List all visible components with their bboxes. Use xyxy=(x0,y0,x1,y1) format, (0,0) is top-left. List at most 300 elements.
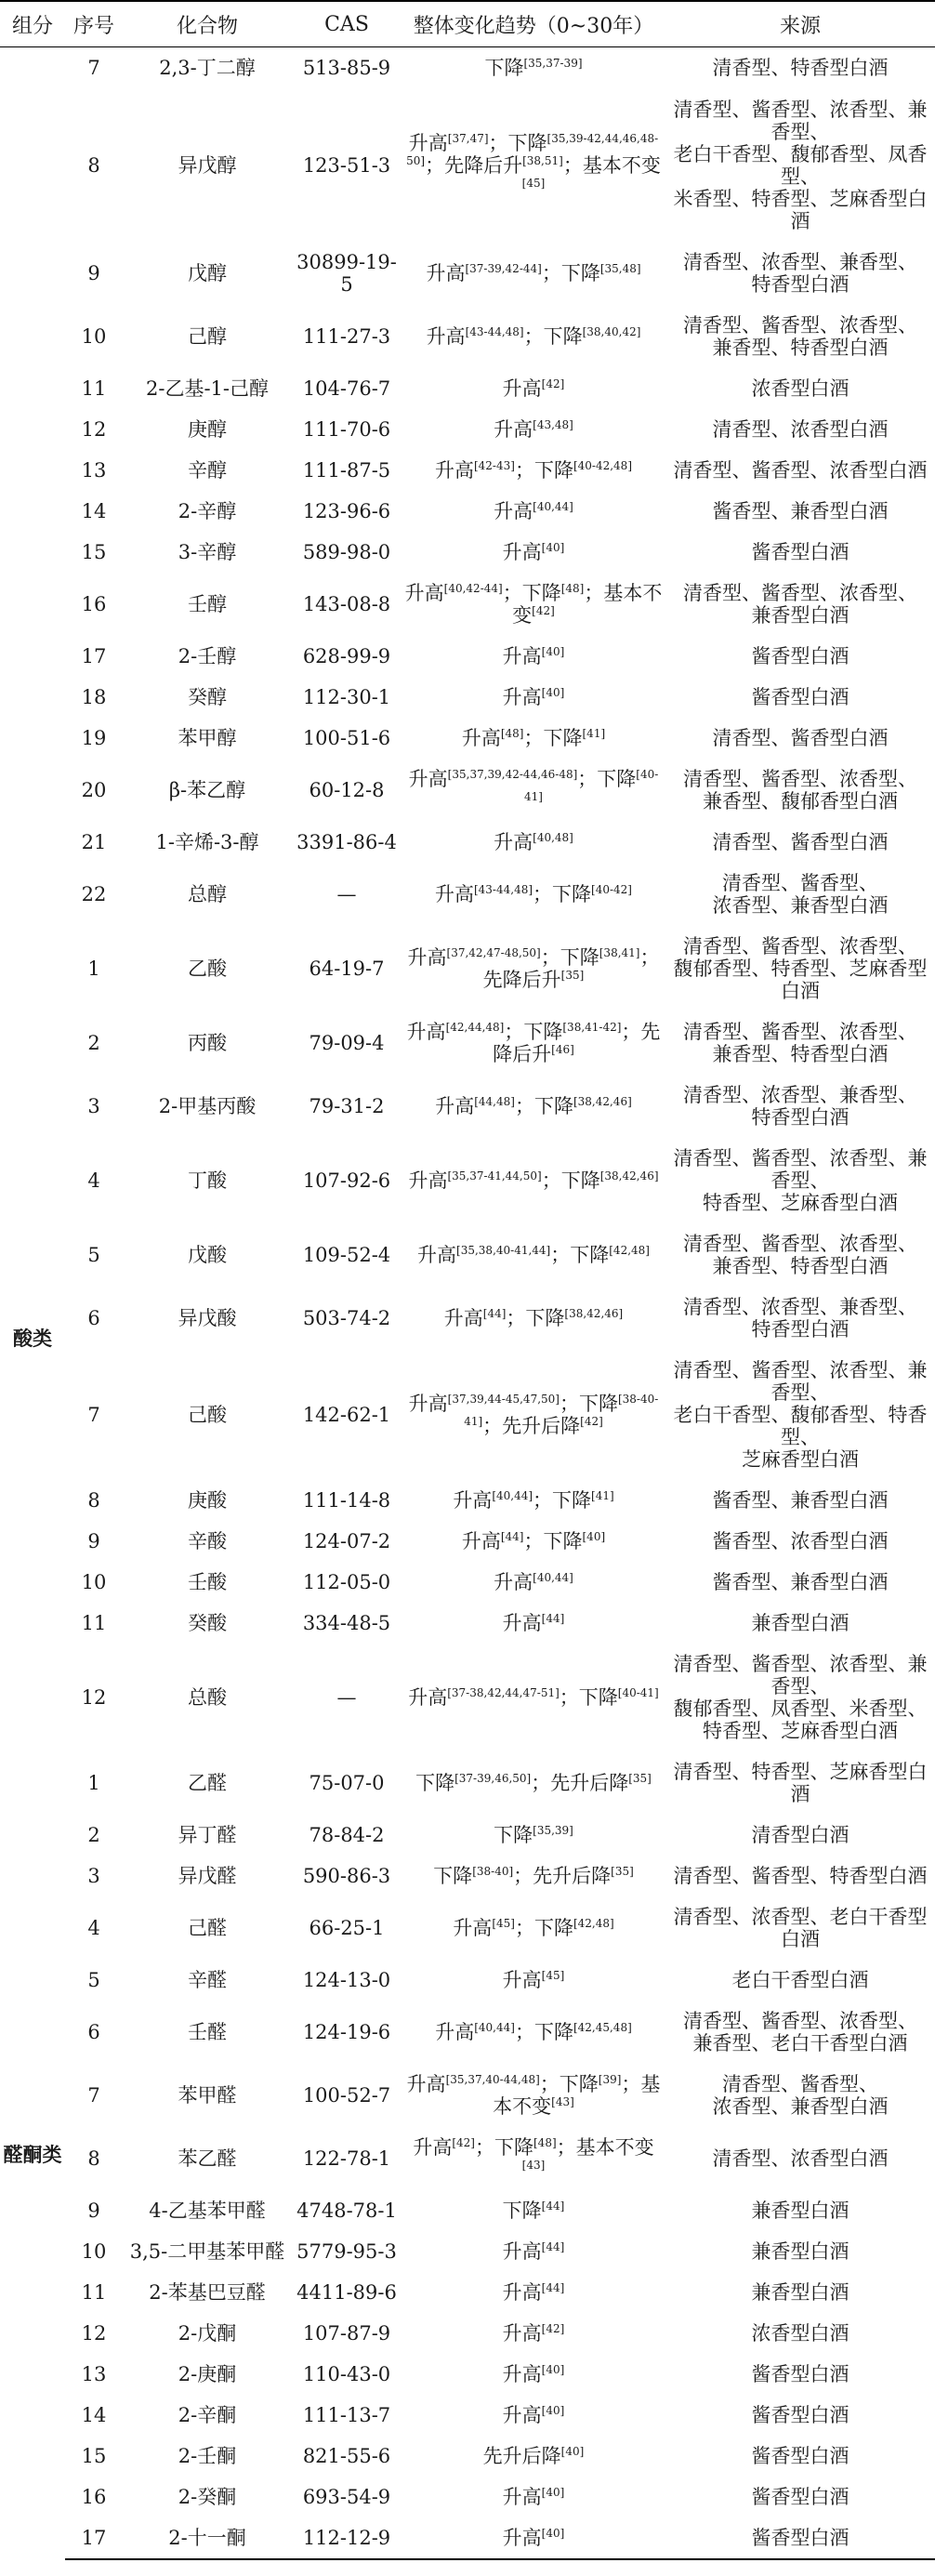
trend-word: 升高 xyxy=(408,1169,448,1192)
trend-separator: ； xyxy=(504,1020,524,1043)
source-cell xyxy=(665,450,935,491)
compound-name-text: 庚酸 xyxy=(188,1488,227,1512)
source-line: 清香型、酱香型白酒 xyxy=(712,726,889,749)
citation-ref: [35,37-41,44,50] xyxy=(447,1169,542,1182)
compound-name-text: 苯甲醇 xyxy=(178,726,237,749)
cas-number: 104-76-7 xyxy=(302,376,391,400)
table-row xyxy=(0,1815,935,1856)
table-row xyxy=(0,1075,935,1138)
trend-word: 基本不变 xyxy=(493,2072,661,2118)
trend-cell xyxy=(402,1521,665,1562)
trend-cell xyxy=(402,89,665,242)
trend-word: 下降 xyxy=(521,581,561,604)
trend-separator: ； xyxy=(533,882,553,905)
trend-separator: ； xyxy=(621,1020,641,1043)
citation-ref: [40,44] xyxy=(492,1488,533,1502)
compound-name xyxy=(123,1075,292,1138)
citation-ref: [40-42] xyxy=(591,882,632,896)
table-row xyxy=(0,759,935,822)
compound-name-text: 异丁醛 xyxy=(178,1823,237,1846)
trend-separator: ； xyxy=(513,1864,533,1887)
citation-ref: [43-44,48] xyxy=(465,324,524,338)
source-line: 酱香型白酒 xyxy=(751,2403,849,2426)
trend-word: 下降 xyxy=(533,1094,573,1117)
compound-name xyxy=(123,2001,292,2064)
cas-number: 60-12-8 xyxy=(309,778,385,801)
table-row xyxy=(0,2436,935,2477)
trend-word: 升高 xyxy=(461,1529,501,1552)
trend-word: 升高 xyxy=(434,882,474,905)
row-number: 2 xyxy=(87,1823,100,1846)
table-row xyxy=(0,2395,935,2436)
citation-ref: [42,44,48] xyxy=(445,1020,505,1034)
row-number: 3 xyxy=(87,1864,100,1887)
cas-number: 100-51-6 xyxy=(302,726,391,749)
source-line: 酱香型白酒 xyxy=(751,2444,849,2467)
source-line: 酱香型、兼香型白酒 xyxy=(712,1488,889,1512)
trend-cell xyxy=(402,491,665,532)
citation-ref: [48] xyxy=(560,581,585,595)
trend-word: 下降 xyxy=(578,1392,618,1415)
trend-separator: ； xyxy=(559,1685,579,1709)
cas-number: 64-19-7 xyxy=(309,957,385,980)
cas-number: 124-13-0 xyxy=(302,1968,391,1991)
trend-cell xyxy=(402,1856,665,1896)
trend-cell xyxy=(402,1075,665,1138)
cas-number: 111-27-3 xyxy=(302,324,391,348)
citation-ref: [40] xyxy=(541,2362,565,2376)
cas-number: 628-99-9 xyxy=(302,644,391,667)
table-row xyxy=(0,863,935,926)
table-row xyxy=(0,1896,935,1960)
source-line: 酱香型白酒 xyxy=(751,2362,849,2385)
trend-word: 下降 xyxy=(560,1169,600,1192)
row-number: 10 xyxy=(81,1570,107,1593)
compound-name xyxy=(123,89,292,242)
compound-name-text: 癸酸 xyxy=(188,1611,227,1634)
citation-ref: [38-40-41] xyxy=(464,1392,659,1428)
trend-cell xyxy=(402,2436,665,2477)
table-row xyxy=(0,368,935,409)
trend-word: 下降 xyxy=(552,1488,592,1512)
source-cell xyxy=(665,532,935,573)
compound-name-text: 壬酸 xyxy=(188,1570,227,1593)
source-line: 兼香型、老白干香型白酒 xyxy=(692,2031,908,2054)
cas-number: 5779-95-3 xyxy=(296,2239,397,2263)
row-number: 3 xyxy=(87,1094,100,1117)
header-compound: 化合物 xyxy=(123,1,292,47)
source-line: 酱香型白酒 xyxy=(751,644,849,667)
row-number: 15 xyxy=(81,2444,107,2467)
compound-name xyxy=(123,1480,292,1521)
compound-name xyxy=(123,2190,292,2231)
compound-name xyxy=(123,1562,292,1603)
source-cell xyxy=(665,926,935,1011)
trend-word: 基本不变 xyxy=(582,153,661,177)
source-cell xyxy=(665,47,935,89)
citation-ref: [40,44] xyxy=(533,1570,573,1584)
trend-word: 下降 xyxy=(494,1823,533,1846)
cas-number: 75-07-0 xyxy=(309,1771,385,1794)
table-row xyxy=(0,242,935,305)
row-number: 14 xyxy=(81,2403,107,2426)
trend-cell xyxy=(402,1350,665,1480)
compound-name xyxy=(123,47,292,89)
citation-ref: [40] xyxy=(582,1529,606,1543)
citation-ref: [39] xyxy=(598,2072,622,2086)
trend-separator: ； xyxy=(533,1488,553,1512)
compound-name xyxy=(123,491,292,532)
trend-cell xyxy=(402,409,665,450)
table-row xyxy=(0,1223,935,1287)
citation-ref: [40-42,48] xyxy=(573,458,632,472)
citation-ref: [41] xyxy=(591,1488,614,1502)
cas-number: 4411-89-6 xyxy=(296,2280,397,2304)
row-number: 19 xyxy=(81,726,107,749)
cas-number: — xyxy=(336,1685,357,1709)
source-cell xyxy=(665,1603,935,1644)
trend-separator: ； xyxy=(502,581,522,604)
trend-cell xyxy=(402,1815,665,1856)
source-cell xyxy=(665,863,935,926)
row-number: 22 xyxy=(81,882,107,905)
source-line: 清香型、特香型、芝麻香型白酒 xyxy=(673,1760,928,1805)
citation-ref: [40,44] xyxy=(533,499,573,513)
source-line: 浓香型、兼香型白酒 xyxy=(712,893,889,917)
source-line: 清香型、浓香型、老白干香型白酒 xyxy=(673,1905,928,1950)
source-cell xyxy=(665,1644,935,1751)
trend-word: 升高 xyxy=(502,2485,542,2508)
source-line: 酱香型、兼香型白酒 xyxy=(712,499,889,522)
compound-name-text: 2-十一酮 xyxy=(168,2526,246,2549)
source-line: 浓香型白酒 xyxy=(751,376,849,400)
trend-word: 下降 xyxy=(507,131,547,154)
compound-name-text: β-苯乙醇 xyxy=(168,778,246,801)
cas-number: 513-85-9 xyxy=(302,57,391,80)
source-line: 兼香型、特香型白酒 xyxy=(712,336,889,359)
row-number: 2 xyxy=(87,1031,100,1054)
citation-ref: [37-39,46,50] xyxy=(454,1771,532,1785)
source-cell xyxy=(665,636,935,677)
trend-cell xyxy=(402,718,665,759)
source-line: 清香型、酱香型、浓香型、兼香型、 xyxy=(673,1358,928,1404)
trend-separator: ； xyxy=(639,945,660,969)
trend-separator: ； xyxy=(425,153,445,177)
row-number: 10 xyxy=(81,2239,107,2263)
trend-cell xyxy=(402,1562,665,1603)
trend-word: 升高 xyxy=(406,1020,446,1043)
citation-ref: [44] xyxy=(541,2239,565,2253)
source-cell xyxy=(665,89,935,242)
citation-ref: [42-43] xyxy=(473,458,515,472)
trend-word: 下降 xyxy=(533,458,573,482)
trend-word: 升高 xyxy=(413,2135,453,2159)
compound-name xyxy=(123,1644,292,1751)
compound-name-text: 辛醇 xyxy=(188,458,227,482)
table-row xyxy=(0,1011,935,1075)
row-number: 16 xyxy=(81,592,107,615)
source-line: 清香型、浓香型、兼香型、 xyxy=(683,1295,917,1318)
citation-ref: [48] xyxy=(500,726,524,740)
compound-name xyxy=(123,2231,292,2272)
row-number: 8 xyxy=(87,2147,100,2170)
compound-name xyxy=(123,573,292,636)
cas-number: 111-14-8 xyxy=(302,1488,391,1512)
source-line: 清香型、酱香型、 xyxy=(722,871,878,894)
compound-name-text: 己醇 xyxy=(188,324,227,348)
compound-name xyxy=(123,2354,292,2395)
trend-cell xyxy=(402,1287,665,1350)
source-cell xyxy=(665,2436,935,2477)
source-line: 酱香型白酒 xyxy=(751,540,849,563)
citation-ref: [46] xyxy=(551,1042,574,1056)
compound-name xyxy=(123,2313,292,2354)
trend-word: 升高 xyxy=(502,1611,542,1634)
citation-ref: [40] xyxy=(541,2403,565,2417)
citation-ref: [38,42,46] xyxy=(599,1169,659,1182)
compound-name-text: 苯乙醛 xyxy=(178,2147,237,2170)
trend-word: 升高 xyxy=(453,1916,493,1939)
source-cell xyxy=(665,822,935,863)
row-number: 17 xyxy=(65,2517,123,2559)
trend-cell xyxy=(402,2231,665,2272)
compound-name-text: 2-癸酮 xyxy=(178,2485,237,2508)
trend-word: 升高 xyxy=(502,685,542,708)
trend-cell xyxy=(402,47,665,89)
cas-number: 143-08-8 xyxy=(302,592,391,615)
trend-cell xyxy=(402,2477,665,2517)
compound-name xyxy=(123,1011,292,1075)
trend-separator: ； xyxy=(621,2072,641,2095)
trend-cell xyxy=(402,863,665,926)
trend-word: 下降 xyxy=(415,1771,455,1794)
trend-separator: ； xyxy=(531,1771,551,1794)
source-line: 清香型、酱香型、浓香型、 xyxy=(683,1020,917,1043)
source-cell xyxy=(665,2354,935,2395)
trend-word: 升高 xyxy=(502,2362,542,2385)
trend-separator: ； xyxy=(584,581,604,604)
compound-name-text: 异戊醛 xyxy=(178,1864,237,1887)
compound-name-text: 2-辛酮 xyxy=(178,2403,237,2426)
citation-ref: [38,41] xyxy=(599,945,640,959)
trend-word: 升高 xyxy=(435,2020,475,2043)
trend-cell xyxy=(402,677,665,718)
compound-name-text: 己醛 xyxy=(188,1916,227,1939)
citation-ref: [40] xyxy=(541,2485,565,2499)
source-line: 浓香型白酒 xyxy=(751,2321,849,2345)
compound-name-text: 辛醛 xyxy=(188,1968,227,1991)
trend-cell xyxy=(402,1751,665,1815)
row-number: 9 xyxy=(87,2199,100,2222)
table-row xyxy=(0,1562,935,1603)
compound-name-text: 1-辛烯-3-醇 xyxy=(155,830,259,853)
citation-ref: [45] xyxy=(541,1968,565,1982)
trend-word: 升高 xyxy=(494,499,533,522)
compound-name-text: 庚醇 xyxy=(188,417,227,441)
trend-separator: ； xyxy=(541,261,561,284)
table-row xyxy=(0,89,935,242)
citation-ref: [40] xyxy=(541,540,565,554)
compound-name xyxy=(123,2064,292,2127)
cas-number: 78-84-2 xyxy=(309,1823,385,1846)
compound-name xyxy=(123,2477,292,2517)
trend-word: 基本不变 xyxy=(512,581,663,627)
trend-cell xyxy=(402,636,665,677)
table-row xyxy=(0,409,935,450)
compound-name xyxy=(123,2127,292,2190)
citation-ref: [40-41] xyxy=(617,1685,659,1699)
row-number: 12 xyxy=(81,1685,107,1709)
source-line: 酱香型白酒 xyxy=(751,2526,849,2549)
source-line: 清香型、酱香型、 xyxy=(722,2072,878,2095)
table-header-row xyxy=(0,1,935,47)
source-line: 酱香型、浓香型白酒 xyxy=(712,1529,889,1552)
source-cell xyxy=(665,1075,935,1138)
source-line: 兼香型白酒 xyxy=(751,1611,849,1634)
compound-name xyxy=(123,242,292,305)
compound-name-text: 2-辛醇 xyxy=(178,499,237,522)
trend-cell xyxy=(402,2272,665,2313)
compound-name-text: 丁酸 xyxy=(188,1169,227,1192)
citation-ref: [40,48] xyxy=(533,830,573,844)
compound-name xyxy=(123,636,292,677)
trend-cell xyxy=(402,305,665,368)
group-label xyxy=(0,47,65,926)
trend-cell xyxy=(402,2313,665,2354)
table-row xyxy=(0,450,935,491)
citation-ref: [38,51] xyxy=(522,153,563,167)
trend-word: 升高 xyxy=(408,1392,448,1415)
cas-number: 123-51-3 xyxy=(302,153,391,177)
source-line: 清香型、酱香型、浓香型、兼香型、 xyxy=(673,1146,928,1192)
row-number: 1 xyxy=(87,957,100,980)
row-number: 17 xyxy=(81,644,107,667)
compound-name xyxy=(123,2395,292,2436)
cas-number: 110-43-0 xyxy=(302,2362,391,2385)
trend-word: 下降 xyxy=(533,1916,573,1939)
source-cell xyxy=(665,2190,935,2231)
citation-ref: [35,37,39,42-44,46-48] xyxy=(447,767,578,781)
source-cell xyxy=(665,1480,935,1521)
trend-word: 升高 xyxy=(502,2280,542,2304)
citation-ref: [42] xyxy=(541,2321,565,2335)
citation-ref: [45] xyxy=(521,176,546,190)
citation-ref: [44] xyxy=(541,2280,565,2294)
source-line: 特香型、芝麻香型白酒 xyxy=(703,1719,898,1742)
citation-ref: [38,40,42] xyxy=(582,324,641,338)
table-row xyxy=(0,1138,935,1223)
source-cell xyxy=(665,759,935,822)
citation-ref: [44] xyxy=(541,1611,565,1625)
trend-separator: ； xyxy=(514,2020,534,2043)
trend-separator: ； xyxy=(514,1094,534,1117)
citation-ref: [35] xyxy=(628,1771,652,1785)
table-row xyxy=(0,1856,935,1896)
source-cell xyxy=(665,2001,935,2064)
source-line: 老白干香型、馥郁香型、特香型、 xyxy=(673,1403,928,1448)
trend-word: 下降 xyxy=(597,767,637,790)
trend-word: 先降后升 xyxy=(482,968,561,991)
citation-ref: [38,42,46] xyxy=(573,1094,632,1108)
source-cell xyxy=(665,2231,935,2272)
cas-number: 107-87-9 xyxy=(302,2321,391,2345)
cas-number: 100-52-7 xyxy=(302,2083,391,2107)
citation-ref: [40,44] xyxy=(474,2020,515,2034)
source-line: 兼香型白酒 xyxy=(751,2199,849,2222)
citation-ref: [38,42,46] xyxy=(564,1306,624,1320)
trend-word: 先升后降 xyxy=(502,1414,581,1437)
cas-number: 3391-86-4 xyxy=(296,830,397,853)
cas-number: 107-92-6 xyxy=(302,1169,391,1192)
row-number: 4 xyxy=(87,1916,100,1939)
cas-number: 590-86-3 xyxy=(302,1864,391,1887)
source-cell xyxy=(665,1223,935,1287)
row-number: 11 xyxy=(81,1611,107,1634)
compound-name xyxy=(123,1751,292,1815)
trend-word: 升高 xyxy=(443,1306,483,1329)
table-row xyxy=(0,2517,935,2559)
row-number: 13 xyxy=(81,2362,107,2385)
trend-separator: ； xyxy=(539,2072,560,2095)
compound-name xyxy=(123,1521,292,1562)
citation-ref: [42,48] xyxy=(609,1243,650,1257)
header-cas: CAS xyxy=(292,1,402,47)
citation-ref: [43,48] xyxy=(533,417,573,431)
table-row xyxy=(0,1521,935,1562)
row-number: 14 xyxy=(81,499,107,522)
compound-name xyxy=(123,822,292,863)
trend-word: 升高 xyxy=(426,324,466,348)
row-number: 15 xyxy=(81,540,107,563)
row-number: 21 xyxy=(81,830,107,853)
source-line: 清香型、浓香型、兼香型、 xyxy=(683,1083,917,1106)
compound-name-text: 2,3-丁二醇 xyxy=(159,57,256,80)
trend-word: 下降 xyxy=(523,1020,563,1043)
trend-cell xyxy=(402,1011,665,1075)
trend-cell xyxy=(402,759,665,822)
trend-separator: ； xyxy=(523,1529,544,1552)
trend-word: 先升后降 xyxy=(482,2444,561,2467)
citation-ref: [35,48] xyxy=(599,261,641,275)
row-number: 5 xyxy=(87,1243,100,1266)
trend-cell xyxy=(402,822,665,863)
source-cell xyxy=(665,677,935,718)
source-line: 兼香型、馥郁香型白酒 xyxy=(703,789,898,812)
compound-name xyxy=(123,2517,292,2559)
citation-ref: [41] xyxy=(582,726,606,740)
compound-name-text: 2-苯基巴豆醛 xyxy=(149,2280,266,2304)
trend-word: 升高 xyxy=(417,1243,457,1266)
trend-word: 升高 xyxy=(407,945,447,969)
trend-separator: ； xyxy=(540,945,560,969)
source-line: 兼香型白酒 xyxy=(751,603,849,627)
source-line: 特香型白酒 xyxy=(751,272,849,296)
compound-name-text: 2-甲基丙酸 xyxy=(158,1094,257,1117)
row-number: 6 xyxy=(87,1306,100,1329)
row-number: 7 xyxy=(87,2083,100,2107)
source-cell xyxy=(665,1856,935,1896)
cas-number: 123-96-6 xyxy=(302,499,391,522)
cas-number: 693-54-9 xyxy=(302,2485,391,2508)
source-cell xyxy=(665,1287,935,1350)
compound-name xyxy=(123,2436,292,2477)
source-cell xyxy=(665,409,935,450)
group-label: 酸类 xyxy=(13,1326,52,1350)
compound-name xyxy=(123,305,292,368)
citation-ref: [43] xyxy=(521,2158,546,2172)
table-row xyxy=(0,1644,935,1751)
row-number: 5 xyxy=(87,1968,100,1991)
